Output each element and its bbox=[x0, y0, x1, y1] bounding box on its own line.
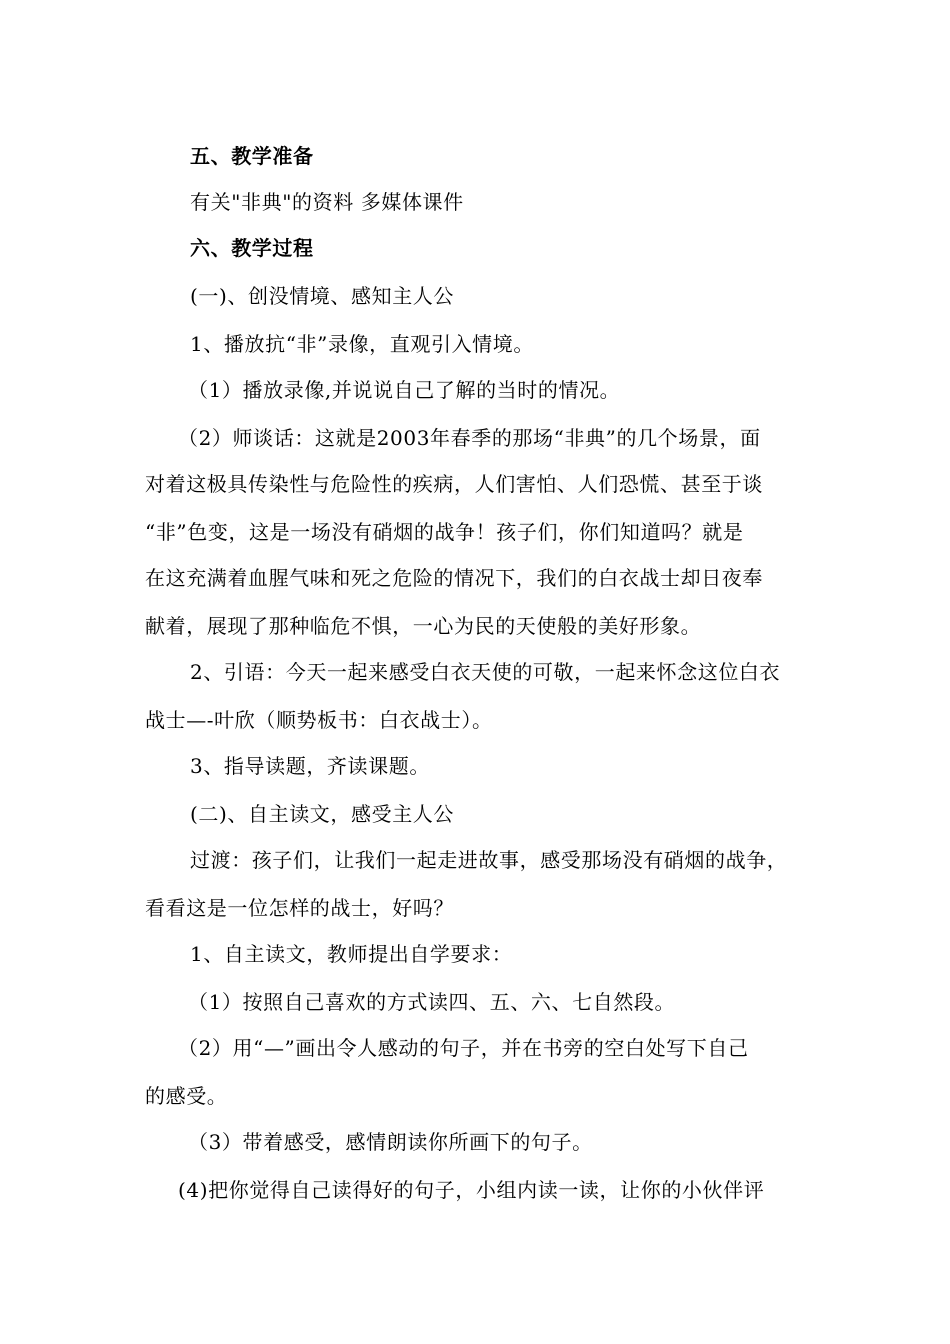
paragraph-line: 1、自主读文，教师提出自学要求： bbox=[190, 942, 513, 966]
paragraph-line: 过渡：孩子们，让我们一起走进故事，感受那场没有硝烟的战争， bbox=[190, 848, 788, 872]
paragraph-line: 战士—-叶欣（顺势板书：白衣战士）。 bbox=[145, 708, 493, 732]
subsection-heading: (一)、创没情境、感知主人公 bbox=[190, 284, 455, 308]
paragraph-line: 1、播放抗“非”录像，直观引入情境。 bbox=[190, 332, 534, 356]
paragraph-line: 献着，展现了那种临危不惧，一心为民的天使般的美好形象。 bbox=[145, 614, 702, 638]
subsection-heading: (二)、自主读文，感受主人公 bbox=[190, 802, 455, 826]
paragraph-line: (4)把你觉得自己读得好的句子，小组内读一读，让你的小伙伴评 bbox=[178, 1178, 765, 1202]
paragraph-line: 看看这是一位怎样的战士，好吗？ bbox=[145, 896, 454, 920]
paragraph-line: （2）用“—”画出令人感动的句子，并在书旁的空白处写下自己 bbox=[178, 1036, 749, 1060]
paragraph-line: （1）播放录像,并说说自己了解的当时的情况。 bbox=[188, 378, 621, 402]
paragraph-line: 对着这极具传染性与危险性的疾病，人们害怕、人们恐慌、甚至于谈 bbox=[145, 472, 763, 496]
paragraph-line: 在这充满着血腥气味和死之危险的情况下，我们的白衣战士却日夜奉 bbox=[145, 566, 763, 590]
paragraph-line: （1）按照自己喜欢的方式读四、五、六、七自然段。 bbox=[188, 990, 676, 1014]
paragraph-line: 2、引语：今天一起来感受白衣天使的可敬，一起来怀念这位白衣 bbox=[190, 660, 781, 684]
paragraph-line: 的感受。 bbox=[145, 1084, 228, 1108]
paragraph-line: “非”色变，这是一场没有硝烟的战争！孩子们，你们知道吗？就是 bbox=[145, 520, 744, 544]
paragraph-line: 有关"非典"的资料 多媒体课件 bbox=[190, 190, 464, 214]
paragraph-line: 3、指导读题，齐读课题。 bbox=[190, 754, 430, 778]
paragraph-line: （2）师谈话：这就是2003年春季的那场“非典”的几个场景，面 bbox=[178, 426, 761, 450]
section-heading-preparation: 五、教学准备 bbox=[190, 144, 314, 168]
paragraph-line: （3）带着感受，感情朗读你所画下的句子。 bbox=[188, 1130, 593, 1154]
section-heading-process: 六、教学过程 bbox=[190, 236, 314, 260]
